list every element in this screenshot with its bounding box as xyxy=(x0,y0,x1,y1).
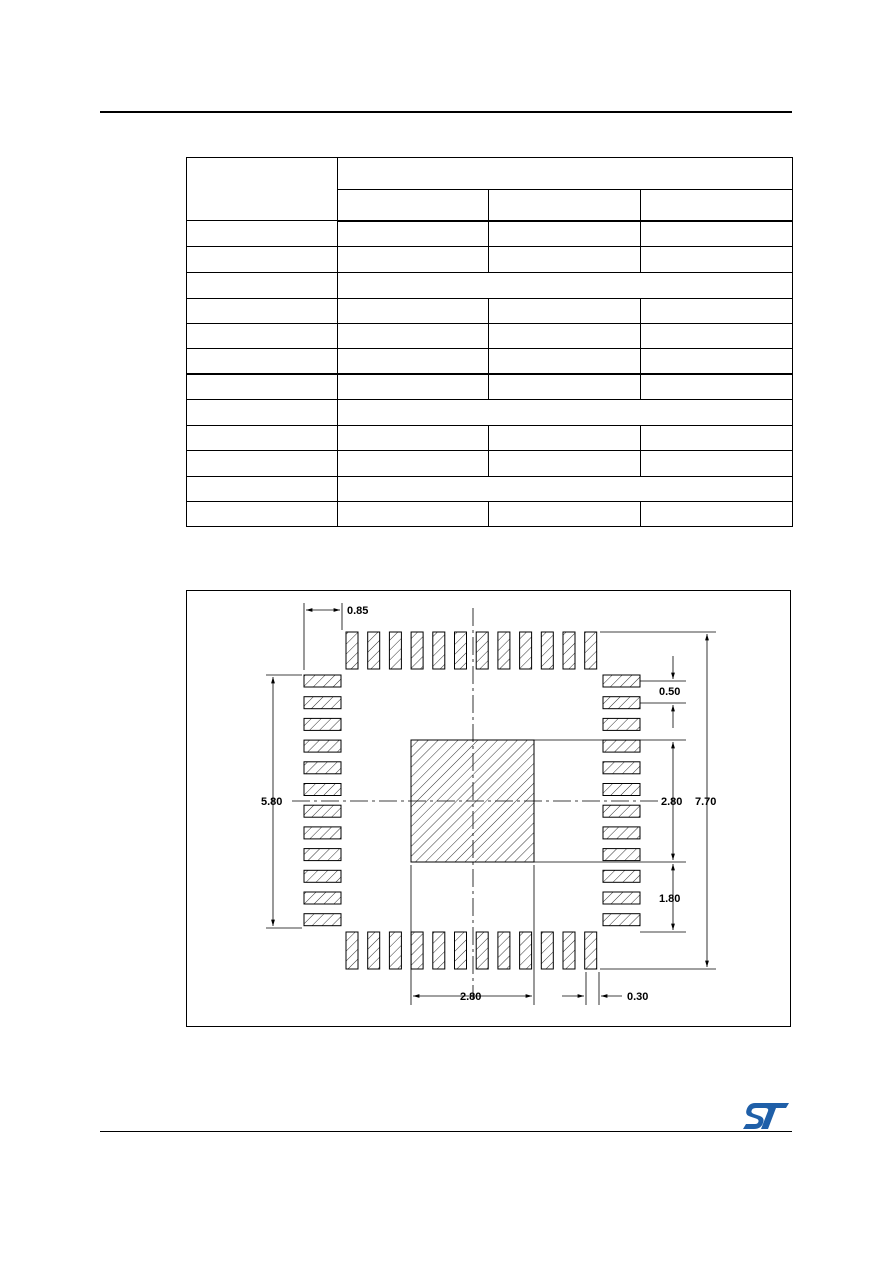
pad xyxy=(346,632,358,669)
pad xyxy=(455,632,467,669)
right-pad-column xyxy=(603,675,640,926)
pad xyxy=(563,632,575,669)
pad xyxy=(304,740,341,752)
pad xyxy=(603,914,640,926)
dim-outer-span: 7.70 xyxy=(695,796,717,808)
pad xyxy=(304,870,341,882)
left-pad-column xyxy=(304,675,341,926)
dim-exposed-pad-width: 2.80 xyxy=(460,991,482,1003)
pad xyxy=(476,632,488,669)
pad xyxy=(368,932,380,969)
pad xyxy=(603,805,640,817)
pad xyxy=(304,914,341,926)
pad xyxy=(585,632,597,669)
top-pad-row xyxy=(346,632,597,669)
pad xyxy=(304,892,341,904)
dim-pad-offset: 1.80 xyxy=(659,893,681,905)
pad xyxy=(476,932,488,969)
pad xyxy=(304,849,341,861)
pad xyxy=(603,697,640,709)
pad xyxy=(389,932,401,969)
pad xyxy=(541,932,553,969)
pad xyxy=(304,805,341,817)
pad xyxy=(498,932,510,969)
pad xyxy=(304,762,341,774)
pad xyxy=(411,932,423,969)
pad xyxy=(304,784,341,796)
pad xyxy=(304,697,341,709)
pad xyxy=(498,632,510,669)
dim-inner-span: 5.80 xyxy=(261,796,283,808)
pad xyxy=(455,932,467,969)
pad xyxy=(603,870,640,882)
pad xyxy=(563,932,575,969)
pad xyxy=(304,718,341,730)
dim-pad-length: 0.85 xyxy=(347,605,369,617)
pad xyxy=(585,932,597,969)
pad xyxy=(603,718,640,730)
st-logo-icon xyxy=(743,1103,789,1129)
pad xyxy=(603,827,640,839)
pad xyxy=(304,827,341,839)
pad xyxy=(603,849,640,861)
pad xyxy=(603,892,640,904)
pad xyxy=(520,632,532,669)
footer-rule xyxy=(100,1131,792,1132)
pad xyxy=(433,932,445,969)
pad xyxy=(603,740,640,752)
pad xyxy=(304,675,341,687)
pad xyxy=(603,675,640,687)
dim-exposed-pad-height: 2.80 xyxy=(661,796,683,808)
pad xyxy=(541,632,553,669)
pad xyxy=(433,632,445,669)
pad xyxy=(603,784,640,796)
pad xyxy=(603,762,640,774)
bottom-pad-row xyxy=(346,932,597,969)
pad xyxy=(389,632,401,669)
pad xyxy=(411,632,423,669)
dim-pad-pitch: 0.50 xyxy=(659,686,681,698)
pad xyxy=(520,932,532,969)
dim-pad-width: 0.30 xyxy=(627,991,649,1003)
pad xyxy=(368,632,380,669)
pad xyxy=(346,932,358,969)
